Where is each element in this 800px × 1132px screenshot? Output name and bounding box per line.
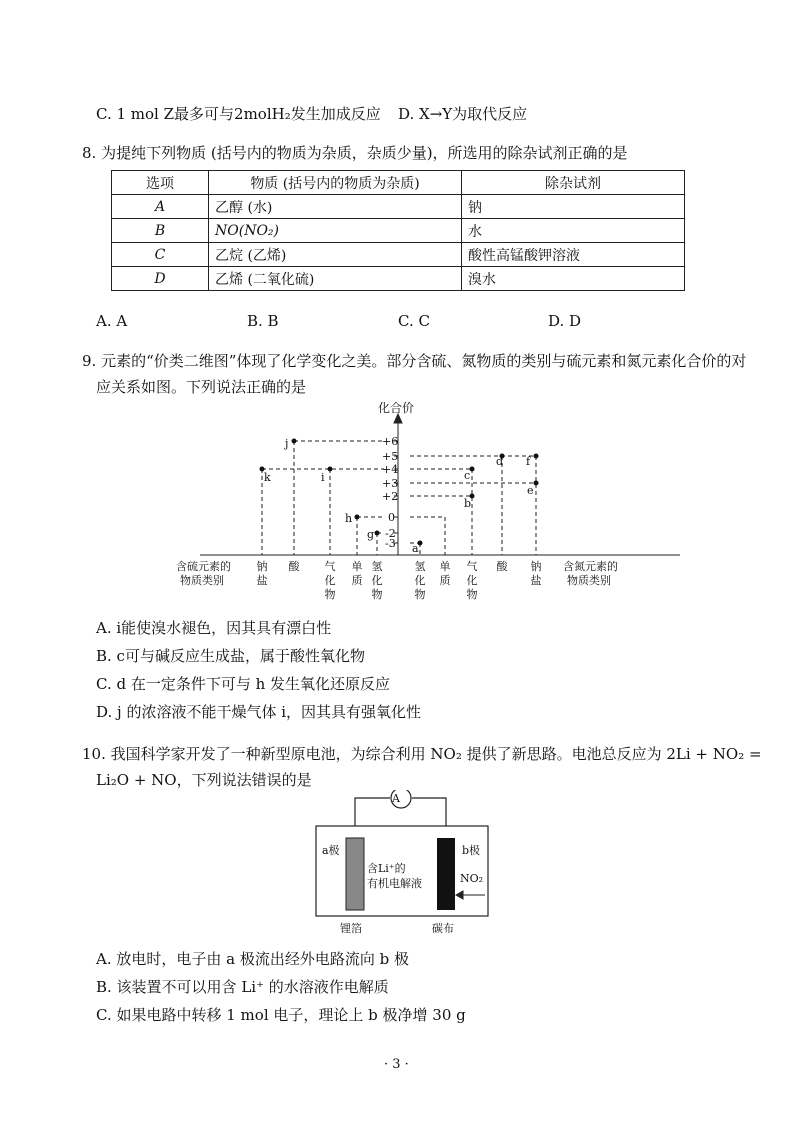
table-cell: 溴水 xyxy=(462,267,685,291)
right-material-label: 碳布 xyxy=(432,922,454,935)
table-cell: 乙醇 (水) xyxy=(209,195,462,219)
nitrogen-category-label: 氢化物 xyxy=(414,560,426,601)
table-cell: 乙烯 (二氧化硫) xyxy=(209,267,462,291)
q8-option-d: D. D xyxy=(548,312,582,330)
tick-label: +3 xyxy=(382,477,399,490)
point-label: f xyxy=(526,455,531,468)
table-row xyxy=(112,267,685,291)
q8-option-c: C. C xyxy=(398,312,430,330)
nitrogen-class-label: 含氮元素的 xyxy=(563,560,618,573)
electrolyte-label: 含Li⁺的 xyxy=(367,862,406,875)
table-cell: NO(NO₂) xyxy=(209,219,462,243)
sulfur-category-label: 酸 xyxy=(288,560,300,573)
tick-label: -2 xyxy=(385,527,396,540)
q8-option-a: A. A xyxy=(96,312,128,330)
q10-option-c: C. 如果电路中转移 1 mol 电子，理论上 b 极净增 30 g xyxy=(96,1006,466,1024)
table-cell: 水 xyxy=(462,219,685,243)
table-cell: D xyxy=(112,267,209,291)
table-cell: C xyxy=(112,243,209,267)
point-label: i xyxy=(321,471,325,484)
point-label: k xyxy=(264,471,271,484)
point-e xyxy=(534,481,539,486)
sulfur-class-label: 物质类别 xyxy=(180,574,224,587)
category-labels xyxy=(257,559,542,601)
point-f xyxy=(534,454,539,459)
point-i xyxy=(328,467,333,472)
point-g xyxy=(375,531,380,536)
q9-stem-line2: 应关系如图。下列说法正确的是 xyxy=(96,378,307,396)
sulfur-class-label: 含硫元素的 xyxy=(176,560,231,573)
no2-arrow-head xyxy=(456,891,463,899)
q9-stem-line1: 9. 元素的“价类二维图”体现了化学变化之美。部分含硫、氮物质的类别与硫元素和氮元素化合价的对 xyxy=(82,352,747,370)
sulfur-category-label: 钠盐 xyxy=(256,560,268,587)
axis-title: 化合价 xyxy=(378,401,415,415)
table-cell: B xyxy=(112,219,209,243)
point-label: a xyxy=(412,542,419,555)
point-label: d xyxy=(496,455,504,468)
q8-stem: 8. 为提纯下列物质 (括号内的物质为杂质，杂质少量)，所选用的除杂试剂正确的是 xyxy=(82,144,628,162)
tick-label: -3 xyxy=(385,537,396,550)
y-axis-arrow xyxy=(394,414,402,423)
wire-right xyxy=(412,798,446,826)
electrolyte-label: 有机电解液 xyxy=(367,877,422,890)
tick-label: +4 xyxy=(382,463,399,476)
point-h xyxy=(355,515,360,520)
tick-label: +2 xyxy=(382,490,399,503)
q9-option-d: D. j 的浓溶液不能干燥气体 i，因其具有强氧化性 xyxy=(96,703,422,721)
nitrogen-category-label: 钠盐 xyxy=(530,560,542,587)
purification-table xyxy=(111,170,685,291)
wire-left xyxy=(355,798,390,826)
nitrogen-category-label: 酸 xyxy=(496,560,508,573)
q9-option-c: C. d 在一定条件下可与 h 发生氧化还原反应 xyxy=(96,675,391,693)
carbon-cloth-electrode xyxy=(437,838,455,910)
point-c xyxy=(470,467,475,472)
table-row xyxy=(112,195,685,219)
q10-option-a: A. 放电时，电子由 a 极流出经外电路流向 b 极 xyxy=(96,950,409,968)
q9-option-b: B. c可与碱反应生成盐，属于酸性氧化物 xyxy=(96,647,365,665)
table-header-cell: 选项 xyxy=(112,171,209,195)
table-header-cell: 除杂试剂 xyxy=(462,171,685,195)
table-cell: A xyxy=(112,195,209,219)
left-material-label: 锂箔 xyxy=(340,922,362,935)
ammeter-label: A xyxy=(392,792,400,805)
table-row xyxy=(112,243,685,267)
q9-option-a: A. i能使溴水褪色，因其具有漂白性 xyxy=(96,619,332,637)
q8-option-b: B. B xyxy=(247,312,279,330)
tick-label: +6 xyxy=(382,435,399,448)
gas-label: NO₂ xyxy=(460,872,484,885)
tick-label: 0 xyxy=(388,511,395,524)
battery-diagram xyxy=(300,790,500,940)
point-label: g xyxy=(367,528,375,541)
q10-stem-line2: Li₂O + NO，下列说法错误的是 xyxy=(96,771,312,789)
point-label: b xyxy=(464,497,472,510)
nitrogen-category-label: 单质 xyxy=(439,560,451,587)
table-cell: 酸性高锰酸钾溶液 xyxy=(462,243,685,267)
point-j xyxy=(292,439,297,444)
point-label: c xyxy=(464,469,471,482)
table-cell: 乙烷 (乙烯) xyxy=(209,243,462,267)
sulfur-category-label: 气化物 xyxy=(324,560,336,601)
table-row xyxy=(112,219,685,243)
q7-option-c: C. 1 mol Z最多可与2molH₂发生加成反应 xyxy=(96,105,381,123)
q7-option-d: D. X→Y为取代反应 xyxy=(398,105,528,123)
point-label: h xyxy=(345,512,353,525)
q10-stem-line1: 10. 我国科学家开发了一种新型原电池，为综合利用 NO₂ 提供了新思路。电池总反应为 2Li + NO₂ = xyxy=(82,745,762,763)
point-label: e xyxy=(527,484,534,497)
tick-label: +5 xyxy=(382,450,399,463)
electrode-b-label: b极 xyxy=(462,844,481,857)
table-header-row xyxy=(112,171,685,195)
point-label: j xyxy=(285,437,289,450)
sulfur-category-label: 单质 xyxy=(351,560,363,587)
electrode-a-label: a极 xyxy=(322,844,340,857)
lithium-foil-electrode xyxy=(346,838,364,910)
nitrogen-category-label: 气化物 xyxy=(466,560,478,601)
table-header-cell: 物质 (括号内的物质为杂质) xyxy=(209,171,462,195)
q10-option-b: B. 该装置不可以用含 Li⁺ 的水溶液作电解质 xyxy=(96,978,389,996)
table-cell: 钠 xyxy=(462,195,685,219)
nitrogen-class-label: 物质类别 xyxy=(567,574,611,587)
page-number: · 3 · xyxy=(384,1057,409,1072)
valence-class-diagram xyxy=(0,396,800,606)
sulfur-category-label: 氢化物 xyxy=(371,560,383,601)
